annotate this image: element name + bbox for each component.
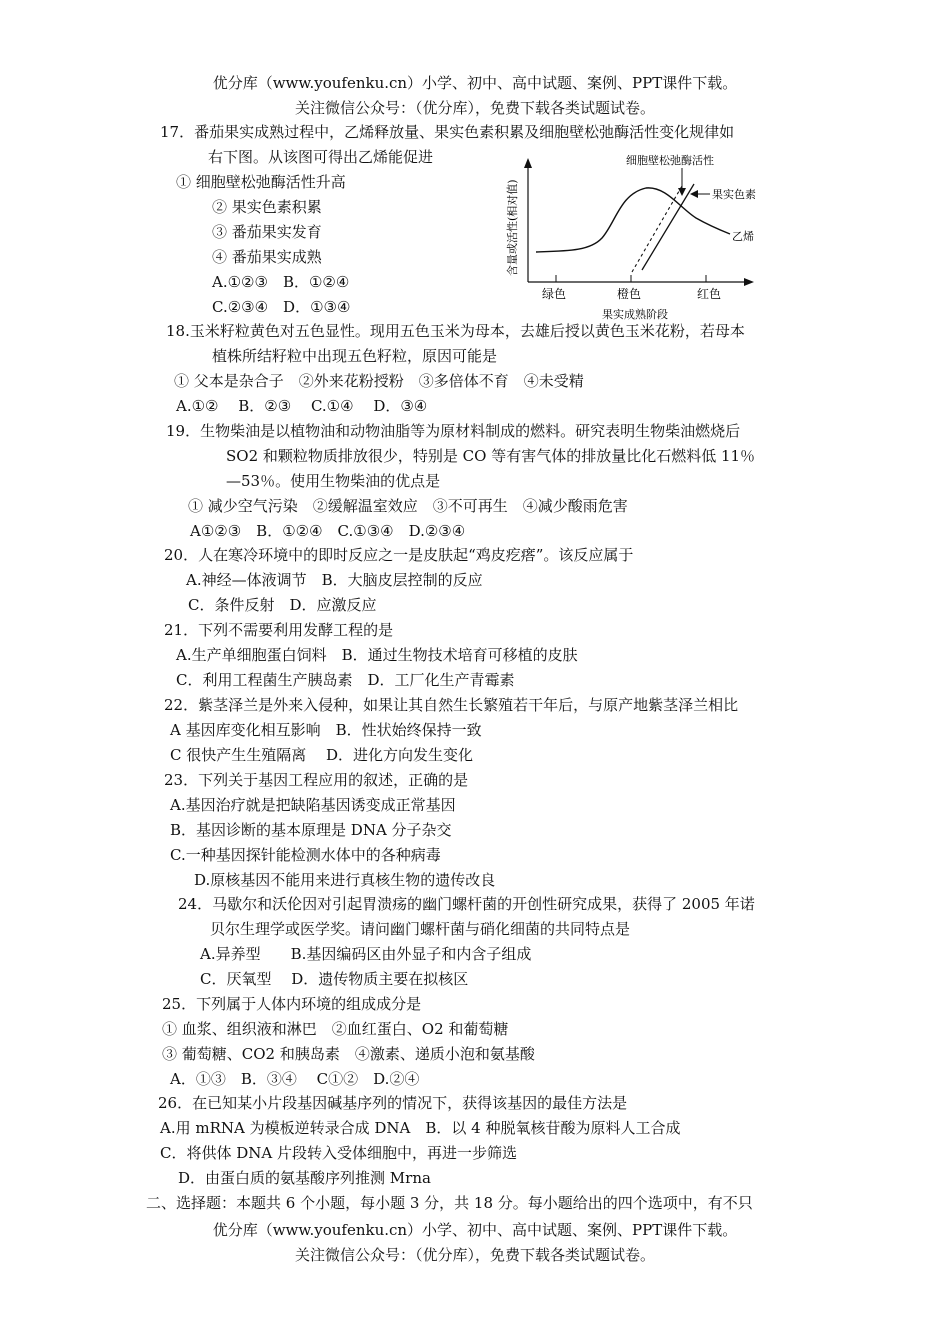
y-axis-arrow [524, 158, 532, 168]
q18-choices: A.①② B．②③ C.①④ D．③④ [176, 397, 428, 415]
q23-stem: 23．下列关于基因工程应用的叙述，正确的是 [164, 771, 469, 789]
q19-choices: A①②③ B．①②④ C.①③④ D.②③④ [190, 522, 466, 540]
q23-choice-c: C.一种基因探针能检测水体中的各种病毒 [170, 846, 441, 864]
footer-line-1: 优分库（www.youfenku.cn）小学、初中、高中试题、案例、PPT课件下载。 [212, 1221, 738, 1239]
tick-label-orange: 橙色 [617, 287, 642, 301]
q22-choices-1: A 基因库变化相互影响 B．性状始终保持一致 [170, 721, 482, 739]
q25-stem: 25．下列属于人体内环境的组成成分是 [162, 995, 422, 1013]
q25-choices: A．①③ B．③④ C①② D.②④ [170, 1070, 420, 1088]
q19-stem-line-1: 19．生物柴油是以植物油和动物油脂等为原材料制成的燃料。研究表明生物柴油燃烧后 [166, 422, 741, 440]
section-2-intro: 二、选择题：本题共 6 个小题，每小题 3 分，共 18 分。每小题给出的四个选项中，有不只 [146, 1194, 753, 1212]
q21-stem: 21．下列不需要利用发酵工程的是 [164, 621, 394, 639]
tick-label-green: 绿色 [542, 287, 567, 301]
q20-choices-2: C．条件反射 D．应激反应 [188, 596, 377, 614]
q19-stem-line-3: —53％。使用生物柴油的优点是 [226, 472, 441, 490]
q24-choices-1: A.异养型 B.基因编码区由外显子和内含子组成 [200, 945, 532, 963]
q26-choice-a-b: A.用 mRNA 为模板逆转录合成 DNA B．以 4 种脱氧核苷酸为原料人工合成 [160, 1119, 681, 1137]
q19-stem-line-2: SO2 和颗粒物质排放很少，特别是 CO 等有害气体的排放量比化石燃料低 11％ [226, 447, 756, 465]
label-enzyme: 细胞壁松弛酶活性 [626, 154, 714, 167]
q17-choices-2: C.②③④ D．①③④ [212, 298, 351, 316]
q22-choices-2: C 很快产生生殖隔离 D．进化方向发生变化 [170, 746, 474, 764]
header-line-2: 关注微信公众号：（优分库），免费下载各类试题试卷。 [294, 99, 655, 117]
q17-ripening-chart [498, 148, 798, 328]
pigment-pointer-head [690, 190, 698, 198]
q24-choices-2: C．厌氧型 D．遗传物质主要在拟核区 [200, 970, 469, 988]
q20-choices-1: A.神经—体液调节 B．大脑皮层控制的反应 [186, 571, 483, 589]
q20-stem: 20．人在寒冷环境中的即时反应之一是皮肤起“鸡皮疙瘩”。该反应属于 [164, 546, 634, 564]
q17-stem-line-1: 17．番茄果实成熟过程中，乙烯释放量、果实色素积累及细胞壁松弛酶活性变化规律如 [160, 123, 735, 141]
tick-label-red: 红色 [697, 287, 722, 301]
q26-stem: 26．在已知某小片段基因碱基序列的情况下，获得该基因的最佳方法是 [158, 1094, 628, 1112]
pigment-line [642, 184, 694, 270]
q23-choice-a: A.基因治疗就是把缺陷基因诱变成正常基因 [170, 796, 456, 814]
q18-options: ① 父本是杂合子 ②外来花粉授粉 ③多倍体不育 ④未受精 [174, 372, 584, 390]
q22-stem: 22．紫茎泽兰是外来入侵种，如果让其自然生长繁殖若干年后，与原产地紫茎泽兰相比 [164, 696, 739, 714]
label-pigment: 果实色素 [712, 188, 756, 201]
header-line-1: 优分库（www.youfenku.cn）小学、初中、高中试题、案例、PPT课件下载。 [212, 74, 738, 92]
q23-choice-d: D.原核基因不能用来进行真核生物的遗传改良 [194, 871, 496, 889]
q17-option-1: ① 细胞壁松弛酶活性升高 [176, 173, 346, 191]
q18-stem-line-2: 植株所结籽粒中出现五色籽粒，原因可能是 [212, 347, 498, 365]
ethylene-curve [536, 188, 730, 252]
q18-stem-line-1: 18.玉米籽粒黄色对五色显性。现用五色玉米为母本，去雄后授以黄色玉米花粉，若母本 [166, 322, 745, 340]
q19-options: ① 减少空气污染 ②缓解温室效应 ③不可再生 ④减少酸雨危害 [188, 497, 628, 515]
chart-xlabel: 果实成熟阶段 [602, 308, 668, 321]
q24-stem-line-2: 贝尔生理学或医学奖。请问幽门螺杆菌与硝化细菌的共同特点是 [210, 920, 631, 938]
q25-options-1: ① 血浆、组织液和淋巴 ②血红蛋白、O2 和葡萄糖 [162, 1020, 509, 1038]
q17-option-3: ③ 番茄果实发育 [212, 223, 322, 241]
q21-choices-2: C．利用工程菌生产胰岛素 D．工厂化生产青霉素 [176, 671, 515, 689]
footer-line-2: 关注微信公众号：（优分库），免费下载各类试题试卷。 [294, 1246, 655, 1264]
enzyme-line [632, 186, 682, 272]
q21-choices-1: A.生产单细胞蛋白饲料 B．通过生物技术培育可移植的皮肤 [176, 646, 578, 664]
q17-option-2: ② 果实色素积累 [212, 198, 322, 216]
q23-choice-b: B．基因诊断的基本原理是 DNA 分子杂交 [170, 821, 452, 839]
label-ethylene: 乙烯 [732, 230, 754, 243]
q17-choices-1: A.①②③ B．①②④ [212, 273, 350, 291]
q26-choice-c: C．将供体 DNA 片段转入受体细胞中，再进一步筛选 [160, 1144, 517, 1162]
q26-choice-d: D．由蛋白质的氨基酸序列推测 Mrna [178, 1169, 431, 1187]
q25-options-2: ③ 葡萄糖、CO2 和胰岛素 ④激素、递质小泡和氨基酸 [162, 1045, 535, 1063]
x-axis-arrow [744, 278, 754, 286]
chart-ylabel: 含量或活性(相对值) [506, 179, 519, 276]
q17-stem-line-2: 右下图。从该图可得出乙烯能促进 [208, 148, 434, 166]
q24-stem-line-1: 24．马歇尔和沃伦因对引起胃溃疡的幽门螺杆菌的开创性研究成果，获得了 2005 年诺 [178, 895, 755, 913]
q17-option-4: ④ 番茄果实成熟 [212, 248, 322, 266]
enzyme-pointer-head [678, 188, 686, 196]
